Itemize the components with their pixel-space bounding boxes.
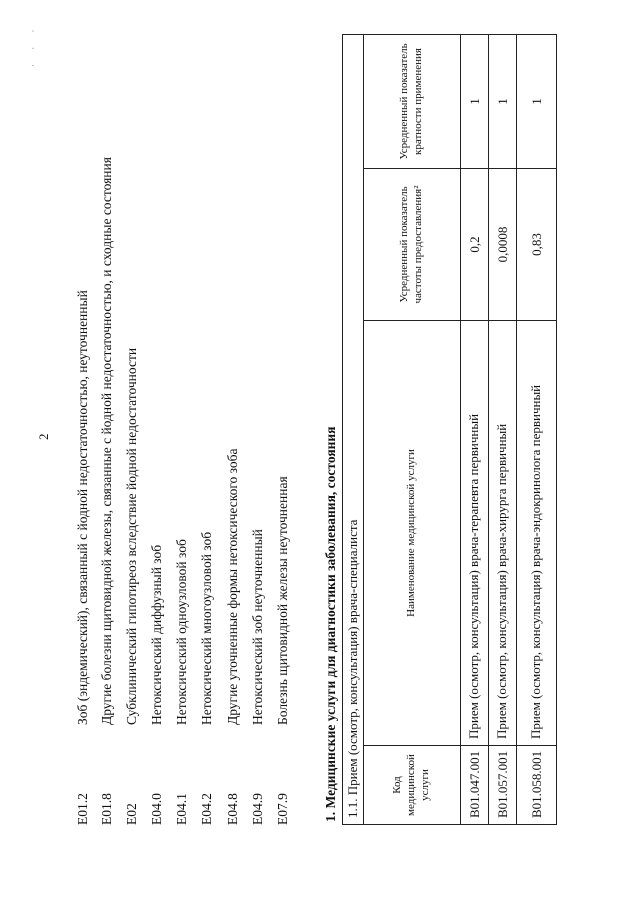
header-multiplicity: Усредненный показатель кратности применения — [364, 34, 461, 168]
page-number: 2 — [36, 433, 51, 440]
table-row — [517, 34, 557, 824]
service-name: Прием (осмотр, консультация) врача-хирурга первичный — [489, 321, 517, 746]
diagnosis-code: E07.9 — [275, 793, 290, 825]
service-code: B01.047.001 — [461, 746, 489, 825]
diagnosis-text: Нетоксический одноузловой зоб — [174, 539, 189, 725]
diagnosis-code: E04.9 — [250, 793, 265, 825]
scan-noise: · · · — [28, 23, 38, 67]
service-code: B01.058.001 — [517, 746, 557, 825]
diagnosis-text: Субклинический гипотиреоз вследствие йодной недостаточности — [124, 347, 139, 725]
table-subheader-row — [343, 34, 364, 824]
service-multiplicity: 1 — [517, 34, 557, 168]
diagnosis-code: E04.2 — [199, 793, 214, 825]
table-header-row — [364, 34, 461, 824]
diagnosis-code: E01.8 — [99, 793, 114, 825]
diagnosis-text: Зоб (эндемический), связанный с йодной недостаточностью, неуточненный — [75, 290, 90, 725]
services-table — [342, 34, 557, 825]
table-subheader: 1.1. Прием (осмотр, консультация) врача-специалиста — [343, 34, 364, 824]
table-row — [489, 34, 517, 824]
diagnosis-code: E02 — [124, 803, 139, 825]
service-name: Прием (осмотр, консультация) врача-терапевта первичный — [461, 321, 489, 746]
service-multiplicity: 1 — [461, 34, 489, 168]
service-frequency: 0,2 — [461, 169, 489, 321]
diagnosis-code: E01.2 — [75, 793, 90, 825]
service-frequency: 0,0008 — [489, 169, 517, 321]
header-code: Код медицинской услуги — [364, 746, 461, 825]
section-title: 1. Медицинские услуги для диагностики заболевания, состояния — [323, 426, 338, 822]
diagnosis-code: E04.8 — [225, 793, 240, 825]
service-name: Прием (осмотр, консультация) врача-эндокринолога первичный — [517, 321, 557, 746]
service-multiplicity: 1 — [489, 34, 517, 168]
diagnosis-code: E04.1 — [174, 793, 189, 825]
diagnosis-text: Нетоксический зоб неуточненный — [250, 529, 265, 725]
service-code: B01.057.001 — [489, 746, 517, 825]
table-row — [461, 34, 489, 824]
header-name: Наименование медицинской услуги — [364, 321, 461, 746]
diagnosis-text: Нетоксический многоузловой зоб — [199, 531, 214, 725]
service-frequency: 0,83 — [517, 169, 557, 321]
diagnosis-text: Нетоксический диффузный зоб — [149, 544, 164, 725]
diagnosis-text: Болезнь щитовидной железы неуточненная — [275, 476, 290, 725]
diagnosis-text: Другие болезни щитовидной железы, связанные с йодной недостаточностью, и сходные состояния — [99, 157, 114, 725]
diagnosis-code: E04.0 — [149, 793, 164, 825]
header-frequency: Усредненный показатель частоты предоставления² — [364, 169, 461, 321]
diagnosis-text: Другие уточненные формы нетоксического зоба — [225, 448, 240, 725]
